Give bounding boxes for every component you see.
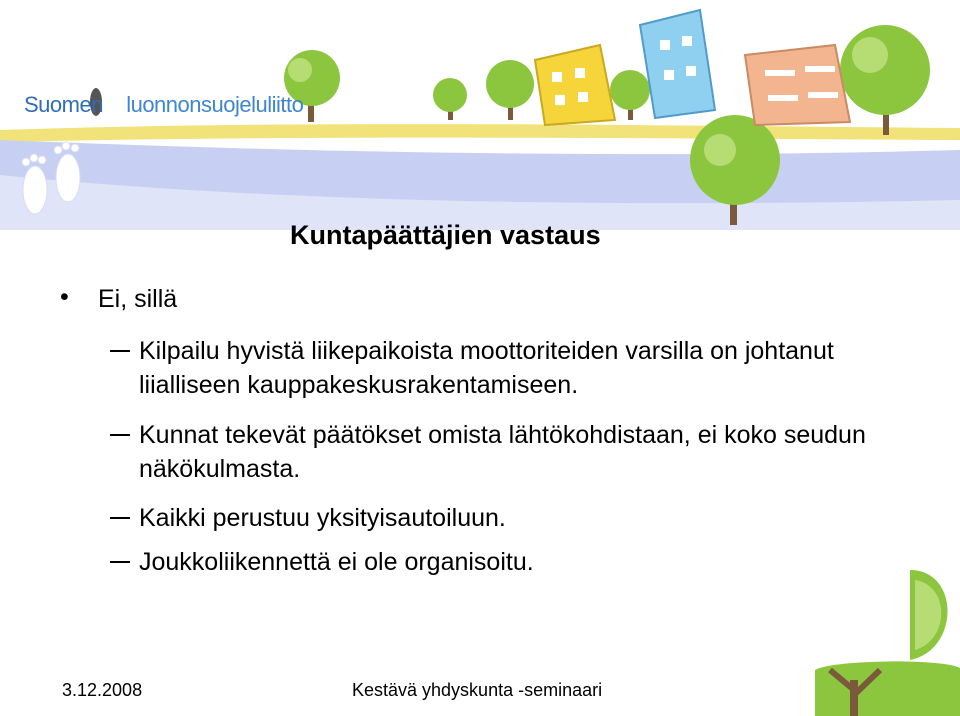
bullet-icon: • [60, 283, 69, 311]
dash-icon [110, 561, 130, 563]
footer-date: 3.12.2008 [62, 680, 143, 700]
subbullet-text: Kunnat tekevät päätökset omista lähtökohdistaan, ei koko seudun näkökulmasta. [139, 421, 866, 483]
dash-icon [110, 434, 130, 436]
corner-decoration [800, 570, 960, 716]
organization-logo [24, 92, 303, 118]
footer-title: Kestävä yhdyskunta -seminaari [352, 680, 603, 700]
main-bullet: Ei, sillä [98, 285, 178, 313]
slide-title: Kuntapäättäjien vastaus [290, 220, 601, 250]
dash-icon [110, 517, 130, 519]
logo-part2: luonnonsuojeluliitto [126, 92, 304, 117]
dash-icon [110, 350, 130, 352]
subbullet-text: Kaikki perustuu yksityisautoiluun. [139, 504, 506, 532]
logo-part1: Suomen [24, 92, 103, 117]
subbullet-text: Joukkoliikennettä ei ole organisoitu. [139, 548, 534, 576]
subbullet-text: Kilpailu hyvistä liikepaikoista moottoriteiden varsilla on johtanut liialliseen kauppakeskusrakentamiseen. [139, 337, 834, 399]
